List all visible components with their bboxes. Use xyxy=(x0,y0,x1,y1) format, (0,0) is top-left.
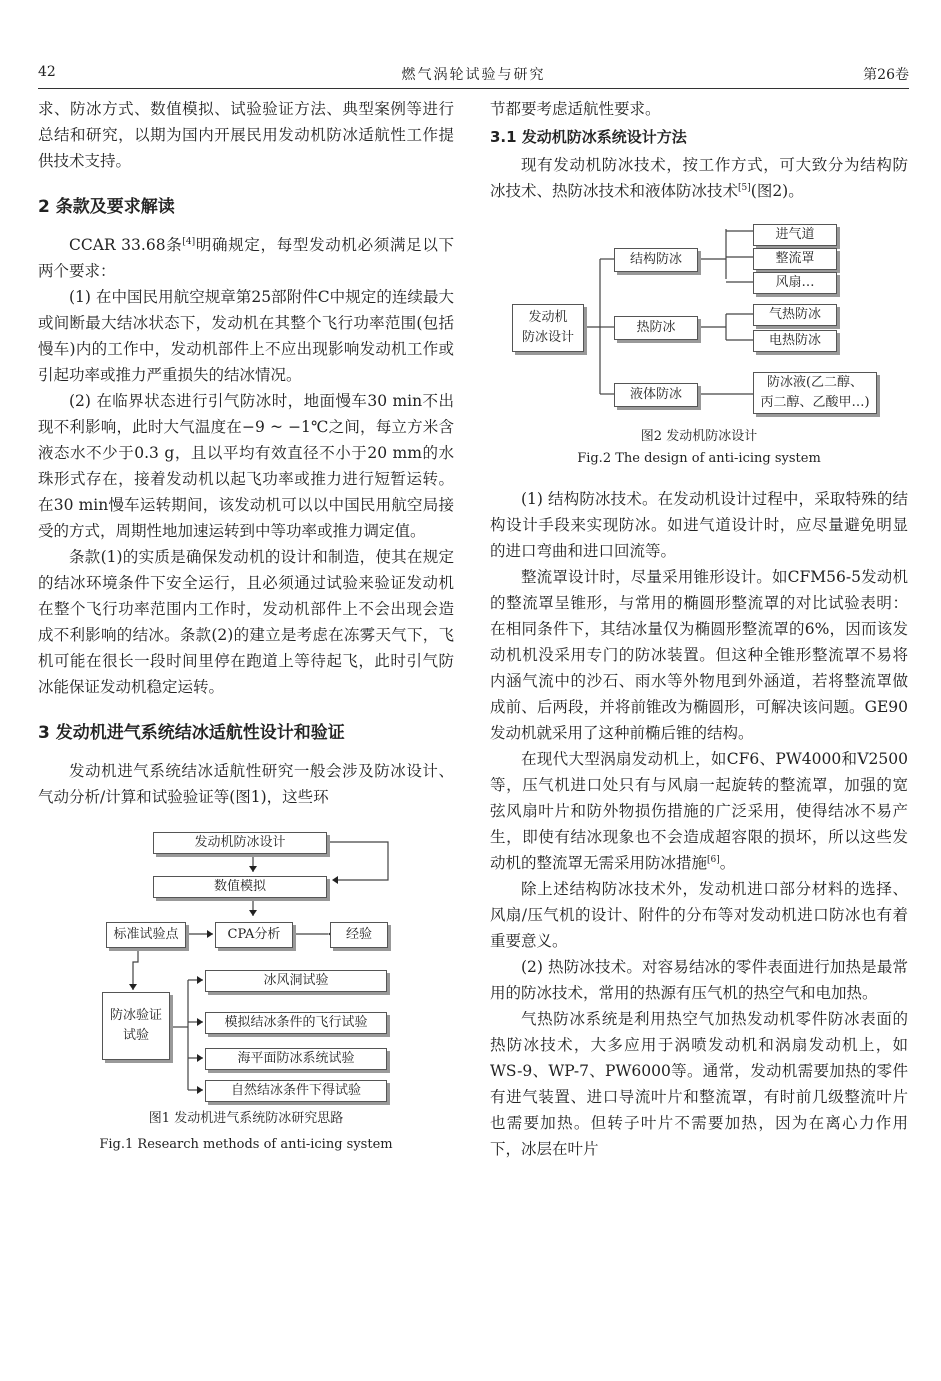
figure-2-caption-cn: 图2 发动机防冰设计 xyxy=(640,429,758,444)
paragraph: 整流罩设计时，尽量采用锥形设计。如CFM56-5发动机的整流罩呈锥形，与常用的椭圆形整流罩的对比试验表明：在相同条件下，其结冰量仅为椭圆形整流罩的6%，因而该发动机机没采用专门的防冰装置。但这种全锥形整流罩不易将内涵气流中的沙石、雨水等外物甩到外涵道，若将整流罩做成前、后两段，并将前锥改为椭圆形，可解决该问题。GE90发动机就采用了这种前椭后锥的结构。 xyxy=(490,568,908,742)
paragraph: (2) 在临界状态进行引气防冰时，地面慢车30 min不出现不利影响，此时大气温度在−9 ~ −1℃之间，每立方米含液态水不少于0.3 g，且以平均有效直径不小于20 mm的水珠形式存在，接着发动机以起飞功率或推力进行短暂运转。在30 min慢车运转期间，该发动机可以以中国民用航空局接受的方式，周期性地加速运转到中等功率或推力调定值。 xyxy=(38,392,454,540)
citation: [6] xyxy=(707,854,720,865)
box-label: 发动机 xyxy=(528,310,568,325)
box-inlet: 进气道 xyxy=(753,224,837,246)
paragraph: 节都要考虑适航性要求。 xyxy=(490,100,661,118)
figure-1 xyxy=(38,832,454,1132)
box-sea-level-system-test: 海平面防冰系统试验 xyxy=(205,1048,387,1070)
paragraph: 除上述结构防冰技术外，发动机进口部分材料的选择、风扇/压气机的设计、附件的分布等对发动机进口防冰也有着重要意义。 xyxy=(490,880,908,950)
figure-1-caption-en: Fig.1 Research methods of anti-icing system xyxy=(99,1137,393,1152)
header-rule xyxy=(38,88,909,89)
paragraph: (1) 结构防冰技术。在发动机设计过程中，采取特殊的结构设计手段来实现防冰。如进气道设计时，应尽量避免明显的进口弯曲和进口回流等。 xyxy=(490,490,908,560)
box-fan: 风扇… xyxy=(753,272,837,294)
box-structural-antiicing: 结构防冰 xyxy=(614,248,698,272)
box-hot-air-antiicing: 气热防冰 xyxy=(753,304,837,326)
figure-2 xyxy=(490,224,908,424)
paragraph: (1) 在中国民用航空规章第25部附件C中规定的连续最大或间断最大结冰状态下，发动机在其整个飞行功率范围(包括慢车)内的工作中，发动机部件上不应出现影响发动机工作或引起功率或推力严重损失的结冰情况。 xyxy=(38,288,454,384)
box-label: 防冰液(乙二醇、 xyxy=(766,375,864,390)
paragraph: CCAR 33.68条[4]明确规定，每型发动机必须满足以下两个要求： xyxy=(38,236,454,280)
paragraph: 现有发动机防冰技术，按工作方式，可大致分为结构防冰技术、热防冰技术和液体防冰技术[5](图2)。 xyxy=(490,156,908,200)
box-cpa-analysis: CPA分析 xyxy=(215,922,293,948)
paragraph: 求、防冰方式、数值模拟、试验验证方法、典型案例等进行总结和研究，以期为国内开展民用发动机防冰适航性工作提供技术支持。 xyxy=(38,100,454,170)
journal-title: 燃气涡轮试验与研究 xyxy=(401,67,546,83)
box-spinner: 整流罩 xyxy=(753,248,837,270)
box-icing-wind-tunnel-test: 冰风洞试验 xyxy=(205,970,387,992)
box-antiicing-fluid xyxy=(753,372,877,414)
left-column xyxy=(38,96,454,1156)
paragraph: 在现代大型涡扇发动机上，如CF6、PW4000和V2500等，压气机进口处只有与风扇一起旋转的整流罩，加强的宽弦风扇叶片和防外物损伤措施的广泛采用，使得结冰不易产生，即使有结冰现象也不会造成超容限的损坏，所以这些发动机的整流罩无需采用防冰措施[6]。 xyxy=(490,750,908,872)
box-natural-icing-test: 自然结冰条件下得试验 xyxy=(205,1080,387,1102)
section-heading: 2 条款及要求解读 xyxy=(38,197,175,217)
box-electric-antiicing: 电热防冰 xyxy=(753,330,837,352)
citation: [4] xyxy=(182,236,196,247)
page-number: 42 xyxy=(38,64,56,80)
paragraph: 发动机进气系统结冰适航性研究一般会涉及防冰设计、气动分析/计算和试验验证等(图1)，这些环 xyxy=(38,762,454,806)
box-simulated-icing-flight-test: 模拟结冰条件的飞行试验 xyxy=(205,1012,387,1034)
right-column xyxy=(490,96,908,1162)
citation: [5] xyxy=(738,182,751,193)
box-numerical-simulation: 数值模拟 xyxy=(153,876,327,898)
box-engine-antiicing-design xyxy=(512,304,584,352)
box-antiicing-verification: 防冰验证试验 xyxy=(102,992,170,1060)
volume-label: 第26卷 xyxy=(863,67,909,83)
paragraph: (2) 热防冰技术。对容易结冰的零件表面进行加热是最常用的防冰技术，常用的热源有压气机的热空气和电加热。 xyxy=(490,958,908,1002)
box-thermal-antiicing: 热防冰 xyxy=(614,316,698,340)
box-label: 防冰设计 xyxy=(521,330,574,345)
paragraph: 条款(1)的实质是确保发动机的设计和制造，使其在规定的结冰环境条件下安全运行，且必须通过试验来验证发动机在整个飞行功率范围内工作时，发动机部件上不会出现会造成不利影响的结冰。条款(2)的建立是考虑在冻雾天气下，飞机可能在很长一段时间里停在跑道上等待起飞，此时引气防冰能保证发动机稳定运转。 xyxy=(38,548,454,696)
section-heading: 3 发动机进气系统结冰适航性设计和验证 xyxy=(38,723,345,743)
box-antiicing-design: 发动机防冰设计 xyxy=(153,832,327,854)
subsection-heading: 3.1 发动机防冰系统设计方法 xyxy=(490,128,687,146)
box-liquid-antiicing: 液体防冰 xyxy=(614,383,698,407)
box-standard-test-points: 标准试验点 xyxy=(106,922,186,948)
figure-2-caption-en: Fig.2 The design of anti-icing system xyxy=(577,451,821,466)
paragraph: 气热防冰系统是利用热空气加热发动机零件防冰表面的热防冰技术，大多应用于涡喷发动机和涡扇发动机上，如WS-9、WP-7、PW6000等。通常，发动机需要加热的零件有进气装置、进口导流叶片和整流罩，有时前几级整流叶片也需要加热。但转子叶片不需要加热，因为在离心力作用下，冰层在叶片 xyxy=(490,1010,908,1158)
box-label: 丙二醇、乙酸甲…) xyxy=(760,395,870,410)
running-header xyxy=(38,60,909,88)
box-experience: 经验 xyxy=(330,922,388,948)
figure-1-caption-cn: 图1 发动机进气系统防冰研究思路 xyxy=(148,1111,344,1126)
